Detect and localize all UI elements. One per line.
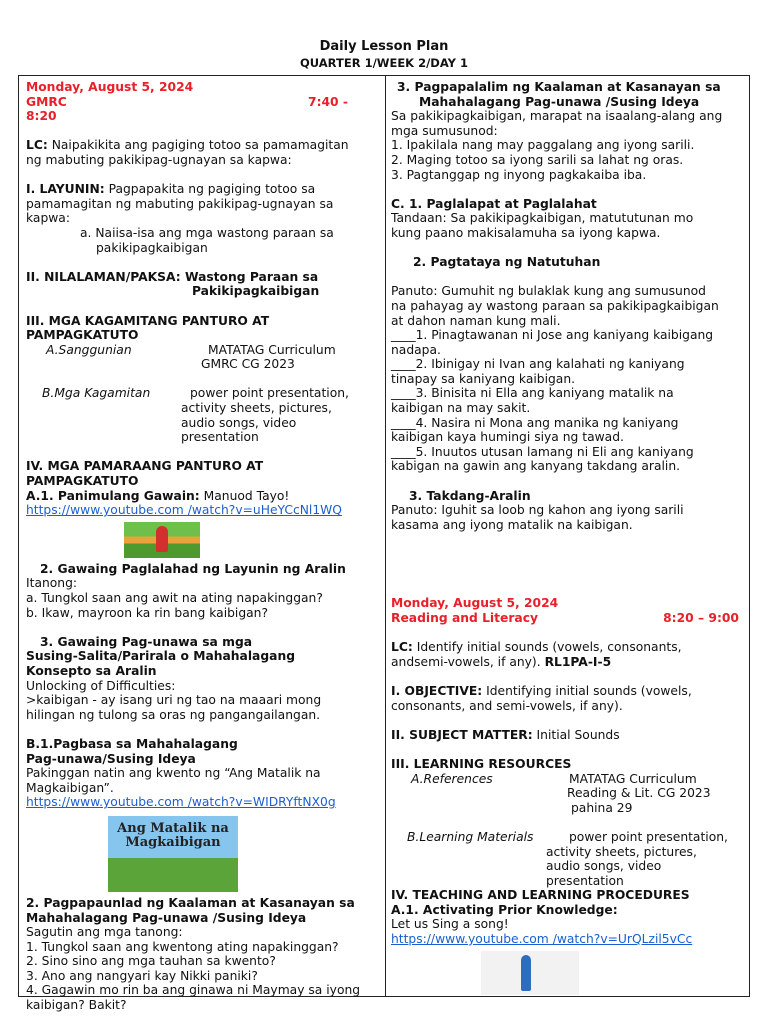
panuto: Panuto: Gumuhit ng bulaklak kung ang sumusunod xyxy=(391,284,706,299)
p2-question-4: 4. Gagawin mo rin ba ang ginawa ni Maymay sa iyong xyxy=(26,983,361,998)
learning-materials-value-4: presentation xyxy=(546,873,624,888)
document-title: Daily Lesson Plan xyxy=(319,39,449,54)
column-divider xyxy=(385,76,386,996)
lc2-line-2: andsemi-vowels, if any). RL1PA-I-5 xyxy=(391,654,612,669)
learning-competency-2: LC: Identify initial sounds (vowels, consonants, xyxy=(391,640,682,655)
objective-2: consonants, and semi-vowels, if any). xyxy=(391,698,623,713)
takdang-aralin-heading: 3. Takdang-Aralin xyxy=(409,488,531,503)
p2-question-3: 3. Ano ang nangyari kay Nikki paniki? xyxy=(26,968,258,983)
pagtataya-heading: 2. Pagtataya ng Natutuhan xyxy=(413,255,601,270)
nilalaman: II. NILALAMAN/PAKSA: Wastong Paraan sa xyxy=(26,269,319,284)
learning-materials-value-3: audio songs, video xyxy=(546,859,662,874)
gawain-3-heading: 3. Gawaing Pag-unawa sa mga xyxy=(40,634,253,649)
takdang-aralin-text: Panuto: Iguhit sa loob ng kahon ang iyong sarili xyxy=(391,503,684,518)
b1-text: Pakinggan natin ang kwento ng “Ang Matalik na xyxy=(26,766,321,781)
pagpapalalim-item-1: 1. Ipakilala nang may paggalang ang iyong sarili. xyxy=(391,138,695,153)
p2-question-1: 1. Tungkol saan ang kwentong ating napakinggan? xyxy=(26,939,339,954)
layunin xyxy=(26,182,378,197)
lesson-table xyxy=(18,75,750,1013)
b1-heading-2: Pag-unawa/Susing Ideya xyxy=(26,751,196,766)
sing-text: Let us Sing a song! xyxy=(391,917,509,932)
question-a: a. Tungkol saan ang awit na ating napakinggan? xyxy=(26,591,323,605)
learning-materials-row xyxy=(391,830,743,845)
gawain-2-heading: 2. Gawaing Paglalahad ng Layunin ng Aralin xyxy=(40,561,346,576)
pamaraan-heading: IV. MGA PAMARAANG PANTURO AT xyxy=(26,459,264,474)
story-thumbnail[interactable] xyxy=(108,816,238,892)
subject-label-2: Reading and Literacy xyxy=(391,611,539,625)
pagpapalalim-item-2: 2. Maging totoo sa iyong sarili sa lahat ng oras. xyxy=(391,152,684,167)
b1-heading: B.1.Pagbasa sa Mahahalagang xyxy=(26,736,238,751)
youtube-link-2[interactable]: https://www.youtube.com /watch?v=WIDRYftNX0g xyxy=(26,795,336,810)
panuto-2: na pahayag ay wastong paraan sa pakikipagkaibigan xyxy=(391,298,719,313)
kaibigan-def: >kaibigan - ay isang uri ng tao na maaari mong xyxy=(26,693,322,708)
unlocking: Unlocking of Difficulties: xyxy=(26,678,176,693)
tandaan: Tandaan: Sa pakikipagkaibigan, matututunan mo xyxy=(391,211,694,226)
mgakagamitan-value-3: audio songs, video xyxy=(181,415,297,430)
learning-materials-value-2: activity sheets, pictures, xyxy=(546,844,697,859)
gawain-3-heading-2: Susing-Salita/Parirala o Mahahalagang xyxy=(26,649,296,664)
learning-materials-label: B.Learning Materials xyxy=(407,829,534,844)
sanggunian-value: MATATAG Curriculum xyxy=(208,342,336,357)
test-item-5: ____5. Inuutos utusan lamang ni Eli ang kaniyang xyxy=(391,444,694,459)
lc-label: LC: xyxy=(26,138,48,153)
lc-text: Naipakikita ang pagiging totoo sa pamamagitan xyxy=(47,138,349,153)
references-label: A.References xyxy=(411,771,493,786)
story-thumbnail-title: Ang Matalik na Magkaibigan xyxy=(117,820,229,850)
activating-heading: A.1. Activating Prior Knowledge: xyxy=(391,902,618,917)
youtube-link-3[interactable]: https://www.youtube.com /watch?v=UrQLzil5vCc xyxy=(391,932,693,947)
sanggunian-label: A.Sanggunian xyxy=(46,342,132,357)
kagamitan-heading-2: PAMPAGKATUTO xyxy=(26,328,139,343)
pagpapalalim-text-2: mga sumusunod: xyxy=(391,123,498,138)
test-item-3b: kaibigan na may sakit. xyxy=(391,401,531,416)
subject-matter: II. SUBJECT MATTER: Initial Sounds xyxy=(391,727,620,742)
layunin-2: pamamagitan ng mabuting pakikipag-ugnayan sa xyxy=(26,196,334,211)
date-heading-2: Monday, August 5, 2024 xyxy=(391,596,559,611)
sanggunian-row xyxy=(26,343,378,358)
lc-text-2: ng mabuting pakikipag-ugnayan sa kapwa: xyxy=(26,152,292,167)
takdang-aralin-text-2: kasama ang iyong matalik na kaibigan. xyxy=(391,517,633,532)
references-row xyxy=(391,772,743,787)
sanggunian-value-2: GMRC CG 2023 xyxy=(201,357,295,372)
video-thumbnail-1[interactable] xyxy=(124,522,200,558)
subject-time-2 xyxy=(391,611,743,626)
learning-materials-value: power point presentation, xyxy=(569,829,728,844)
pagpapalalim-heading-2: Mahahalagang Pag-unawa /Susing Ideya xyxy=(419,94,700,109)
test-item-3: ____3. Binisita ni Ella ang kaniyang matalik na xyxy=(391,386,674,401)
test-item-1b: nadapa. xyxy=(391,342,441,357)
mgakagamitan-value: power point presentation, xyxy=(190,386,349,401)
date-heading: Monday, August 5, 2024 xyxy=(26,80,194,94)
kagamitan-heading: III. MGA KAGAMITANG PANTURO AT xyxy=(26,313,270,328)
procedures-heading: IV. TEACHING AND LEARNING PROCEDURES xyxy=(391,888,690,903)
pamaraan-heading-2: PAMPAGKATUTO xyxy=(26,474,139,489)
mgakagamitan-row xyxy=(26,386,378,401)
a1-line: A.1. Panimulang Gawain: Manuod Tayo! xyxy=(26,488,290,503)
time-start: 7:40 - xyxy=(308,94,348,109)
layunin-a1: a. Naiisa-isa ang mga wastong paraan sa xyxy=(80,225,334,240)
test-item-1: ____1. Pinagtawanan ni Jose ang kaniyang kaibigang xyxy=(391,328,714,343)
subject-label: GMRC xyxy=(26,94,67,109)
test-item-5b: kabigan na gawin ang kanyang takdang aralin. xyxy=(391,459,681,474)
pagpapaunlad-heading: 2. Pagpapaunlad ng Kaalaman at Kasanayan sa xyxy=(26,895,355,910)
test-item-2b: tinapay sa kaniyang kaibigan. xyxy=(391,371,576,386)
panuto-3: at dahon naman kung mali. xyxy=(391,313,561,328)
test-item-4b: kaibigan kaya humingi siya ng tawad. xyxy=(391,430,624,445)
learning-competency xyxy=(26,138,378,153)
sagutin: Sagutin ang mga tanong: xyxy=(26,925,183,940)
references-value: MATATAG Curriculum xyxy=(569,771,697,786)
layunin-a2: pakikipagkaibigan xyxy=(96,240,208,255)
pagpapaunlad-heading-2: Mahahalagang Pag-unawa /Susing Ideya xyxy=(26,910,307,925)
video-thumbnail-3[interactable] xyxy=(481,951,579,995)
b1-text-2: Magkaibigan”. xyxy=(26,780,114,795)
objective: I. OBJECTIVE: Identifying initial sounds (vowels, xyxy=(391,683,692,698)
mgakagamitan-label: B.Mga Kagamitan xyxy=(42,386,151,401)
pagpapalalim-text: Sa pakikipagkaibigan, marapat na isaalang-alang ang xyxy=(391,109,723,124)
left-column xyxy=(26,80,378,1013)
pagpapalalim-item-3: 3. Pagtanggap ng inyong pagkakaiba iba. xyxy=(391,167,647,182)
p2-question-5: kaibigan? Bakit? xyxy=(26,998,127,1013)
p2-question-2: 2. Sino sino ang mga tauhan sa kwento? xyxy=(26,954,276,969)
learning-resources-heading: III. LEARNING RESOURCES xyxy=(391,756,572,771)
question-b: b. Ikaw, mayroon ka rin bang kaibigan? xyxy=(26,605,269,620)
nilalaman-2: Pakikipagkaibigan xyxy=(192,284,320,299)
test-item-2: ____2. Ibinigay ni Ivan ang kalahati ng kaniyang xyxy=(391,357,685,372)
pagpapalalim-heading: 3. Pagpapalalim ng Kaalaman at Kasanayan sa xyxy=(397,80,721,94)
lc-code: RL1PA-I-5 xyxy=(544,654,612,669)
tandaan-2: kung paano makisalamuha sa iyong kapwa. xyxy=(391,225,661,240)
paglalapat-heading: C. 1. Paglalapat at Paglalahat xyxy=(391,196,597,211)
youtube-link-1[interactable]: https://www.youtube.com /watch?v=uHeYCcNl1WQ xyxy=(26,503,342,518)
references-value-3: pahina 29 xyxy=(571,800,633,815)
kaibigan-def-2: hilingan ng tulong sa oras ng pangangailangan. xyxy=(26,707,321,722)
time-end: 8:20 xyxy=(26,109,57,124)
document-subtitle: QUARTER 1/WEEK 2/DAY 1 xyxy=(300,56,468,70)
mgakagamitan-value-4: presentation xyxy=(181,430,259,445)
layunin-3: kapwa: xyxy=(26,211,70,226)
itanong: Itanong: xyxy=(26,576,78,591)
gawain-3-heading-3: Konsepto sa Aralin xyxy=(26,663,157,678)
subject-time xyxy=(26,95,378,110)
right-column xyxy=(391,80,743,995)
layunin-text: Pagpapakita ng pagiging totoo sa xyxy=(104,182,316,197)
references-value-2: Reading & Lit. CG 2023 xyxy=(567,786,711,801)
test-item-4: ____4. Nasira ni Mona ang manika ng kaniyang xyxy=(391,415,679,430)
mgakagamitan-value-2: activity sheets, pictures, xyxy=(181,401,332,416)
time-2: 8:20 – 9:00 xyxy=(663,611,739,625)
layunin-label: I. LAYUNIN: xyxy=(26,182,105,197)
